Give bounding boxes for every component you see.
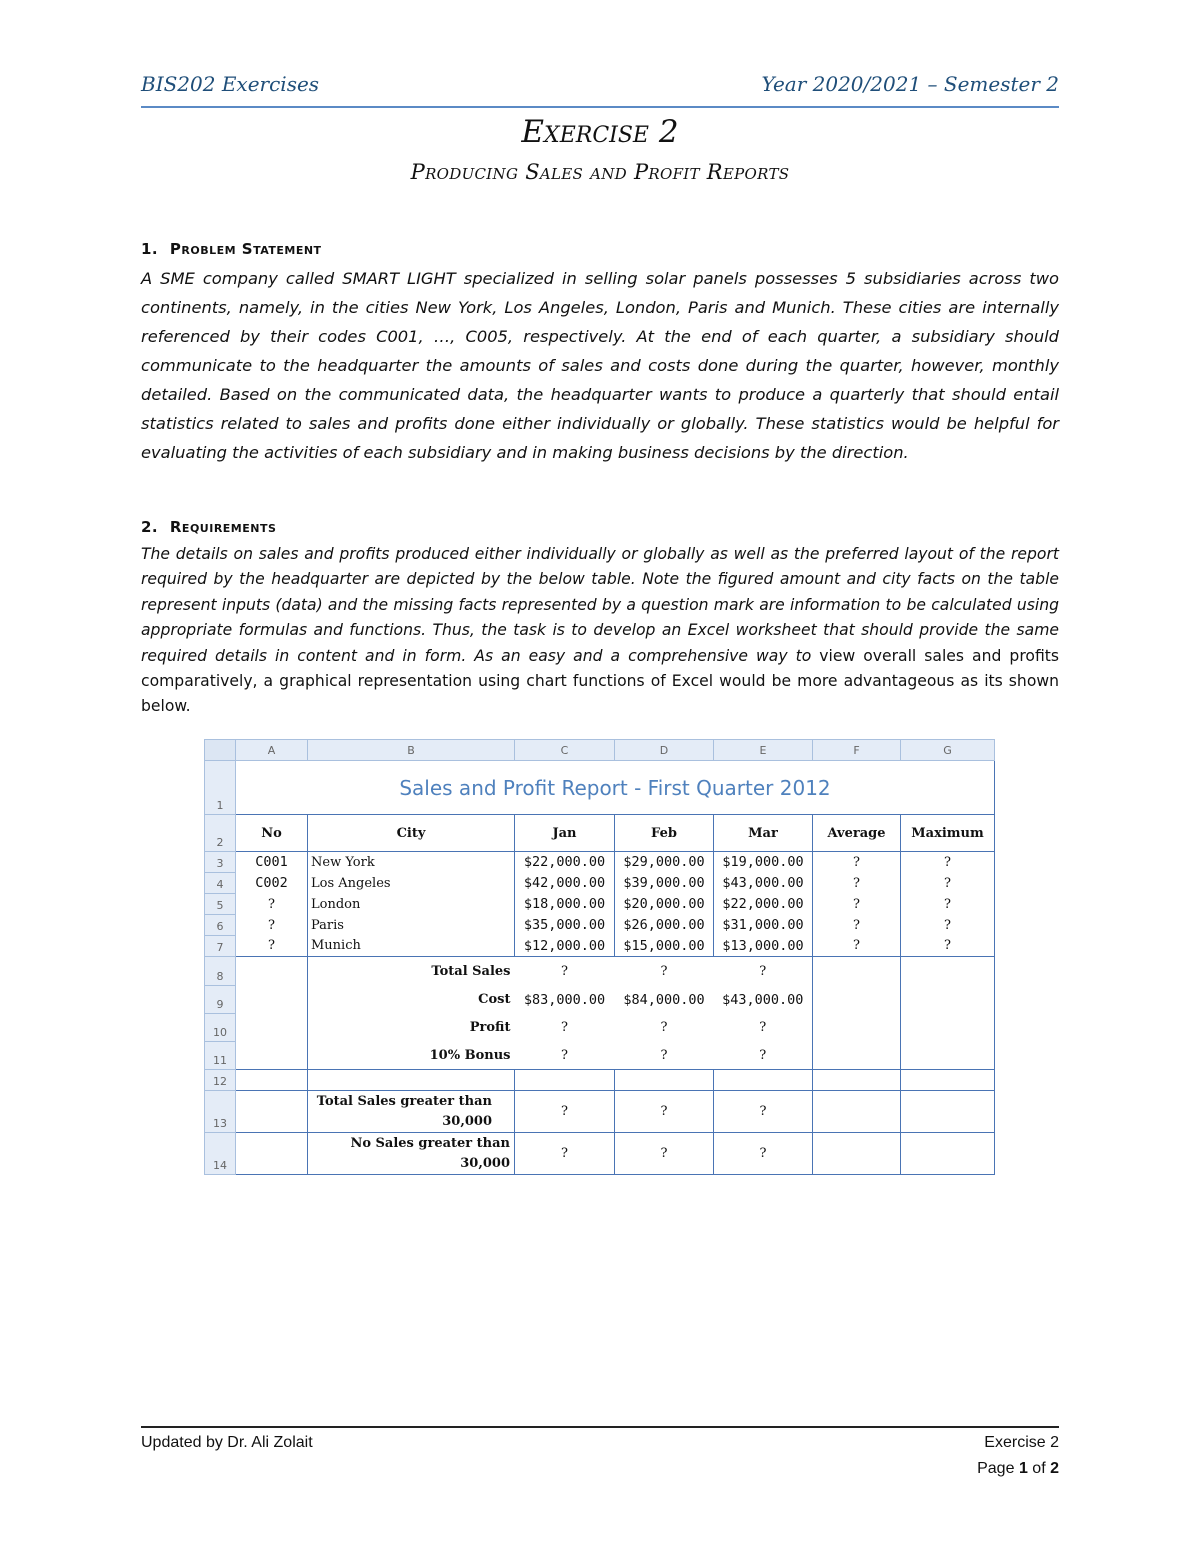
empty-cell — [813, 957, 901, 986]
row-header: 4 — [205, 873, 236, 894]
problem-statement-text: A SME company called SMART LIGHT specialized in selling solar panels possesses 5 subsidiaries across two continents, namely, in the cities New York, Los Angeles, London, Paris and Munich. These cities are internally referenced by their codes C001, …, C005, respectively. At the end of each quarter, a subsidiary should communicate to the headquarter the amounts of sales and costs done during the quarter, however, monthly detailed. Based on the communicated data, the headquarter wants to produce a quarterly that should entail statistics related to sales and profits done either individually or globally. These statistics would be helpful for evaluating the activities of each subsidiary and in making business decisions by the direction. — [141, 269, 1059, 462]
header-cell-feb: Feb — [615, 815, 714, 852]
feb-cell: $39,000.00 — [615, 873, 714, 894]
section-1-heading — [141, 240, 322, 258]
city-cell: Paris — [308, 915, 515, 936]
row-header: 9 — [205, 986, 236, 1014]
empty-cell — [901, 1014, 995, 1042]
requirements-text-upright: view overall sales and profits comparatively, a graphical representation using chart functions of Excel would be more advantageous as its shown below. — [141, 646, 1060, 716]
column-header: F — [813, 740, 901, 761]
empty-cell — [813, 1091, 901, 1133]
summary-row-total-sales — [205, 957, 995, 986]
mar-cell: $43,000.00 — [714, 873, 813, 894]
empty-cell — [901, 957, 995, 986]
empty-cell — [813, 1133, 901, 1175]
jan-cell: $22,000.00 — [515, 852, 615, 873]
footer-page-word: Page — [977, 1460, 1015, 1477]
empty-cell — [813, 1042, 901, 1070]
row-header: 8 — [205, 957, 236, 986]
feb-cell: ? — [660, 963, 668, 979]
code-cell: ? — [236, 915, 308, 936]
extra-label-line1: Total Sales greater than — [316, 1093, 492, 1109]
footer-divider — [141, 1426, 1059, 1428]
report-title-cell: Sales and Profit Report - First Quarter 2012 — [236, 761, 995, 815]
exercise-title-text: Exercise 2 — [521, 114, 679, 150]
row-header: 11 — [205, 1042, 236, 1070]
summary-label: Total Sales — [431, 963, 511, 979]
jan-cell: ? — [515, 1091, 615, 1133]
footer-page-total: 2 — [1050, 1460, 1059, 1477]
average-cell: ? — [813, 894, 901, 915]
summary-row-cost — [205, 986, 995, 1014]
jan-cell: ? — [561, 963, 568, 979]
empty-cell — [901, 1091, 995, 1133]
empty-cell — [236, 1091, 308, 1133]
empty-cell — [901, 1042, 995, 1070]
header-cell-city: City — [308, 815, 515, 852]
city-cell: New York — [308, 852, 515, 873]
feb-cell: ? — [660, 1020, 668, 1035]
exercise-subtitle — [0, 160, 1200, 184]
mar-cell: $22,000.00 — [714, 894, 813, 915]
summary-row-profit — [205, 1014, 995, 1042]
mar-cell: $19,000.00 — [714, 852, 813, 873]
data-row — [205, 915, 995, 936]
header-cell-maximum: Maximum — [901, 815, 995, 852]
spreadsheet-figure — [204, 739, 994, 1175]
jan-cell: ? — [561, 1020, 568, 1035]
extra-row-no-sales-gt — [205, 1133, 995, 1175]
jan-cell: $12,000.00 — [515, 936, 615, 957]
feb-cell: $29,000.00 — [615, 852, 714, 873]
footer-page-current: 1 — [1018, 1460, 1028, 1477]
code-cell: ? — [236, 936, 308, 957]
data-row — [205, 873, 995, 894]
maximum-cell: ? — [901, 894, 995, 915]
feb-cell: ? — [615, 1042, 714, 1070]
data-row — [205, 894, 995, 915]
empty-cell — [236, 1014, 308, 1042]
jan-cell: ? — [515, 1042, 615, 1070]
extra-label-line1: No Sales greater than — [350, 1135, 510, 1151]
data-row — [205, 936, 995, 957]
sheet-row-2 — [205, 815, 995, 852]
summary-label: Profit — [469, 1020, 511, 1035]
column-header: A — [236, 740, 308, 761]
maximum-cell: ? — [901, 936, 995, 957]
feb-cell: $15,000.00 — [615, 936, 714, 957]
extra-row-total-sales-gt — [205, 1091, 995, 1133]
maximum-cell: ? — [901, 873, 995, 894]
row-header: 3 — [205, 852, 236, 873]
header-cell-mar: Mar — [714, 815, 813, 852]
summary-label: 10% Bonus — [308, 1042, 515, 1070]
empty-cell — [308, 1070, 515, 1091]
feb-cell: $84,000.00 — [623, 991, 705, 1008]
city-cell: Los Angeles — [308, 873, 515, 894]
extra-label-line2: 30,000 — [442, 1113, 492, 1129]
column-header: D — [615, 740, 714, 761]
header-course: BIS202 Exercises — [141, 72, 320, 96]
select-all-corner — [205, 740, 236, 761]
row-header: 1 — [205, 761, 236, 815]
empty-cell — [813, 1070, 901, 1091]
empty-cell — [901, 1070, 995, 1091]
mar-cell: ? — [714, 1133, 813, 1175]
jan-cell: $18,000.00 — [515, 894, 615, 915]
row-header: 5 — [205, 894, 236, 915]
city-cell: London — [308, 894, 515, 915]
header-divider — [141, 106, 1059, 108]
jan-cell: ? — [515, 1133, 615, 1175]
page-header — [141, 72, 1059, 104]
jan-cell: $42,000.00 — [515, 873, 615, 894]
empty-cell — [515, 1070, 615, 1091]
column-header: C — [515, 740, 615, 761]
jan-cell: $83,000.00 — [523, 991, 606, 1008]
empty-cell — [813, 986, 901, 1014]
column-header: G — [901, 740, 995, 761]
extra-label — [308, 1133, 515, 1175]
column-header-row — [205, 740, 995, 761]
mar-cell: $31,000.00 — [714, 915, 813, 936]
spreadsheet-table — [204, 739, 995, 1175]
average-cell: ? — [813, 915, 901, 936]
exercise-title — [0, 114, 1200, 150]
row-header: 7 — [205, 936, 236, 957]
footer-page-number — [977, 1460, 1059, 1478]
section-2-number: 2. — [141, 518, 159, 536]
empty-cell — [714, 1070, 813, 1091]
header-cell-average: Average — [813, 815, 901, 852]
jan-cell: $35,000.00 — [515, 915, 615, 936]
average-cell: ? — [813, 852, 901, 873]
row-header: 12 — [205, 1070, 236, 1091]
requirements-text-italic: The details on sales and profits produced either individually or globally as well as the preferred layout of the report required by the headquarter are depicted by the below table. Note the figured amount and city facts on the table represent inputs (data) and the missing facts represented by a question mark are information to be calculated using appropriate formulas and functions. Thus, the task is to develop an Excel worksheet that should provide the same required details in content and in form. As an easy and a comprehensive way to — [141, 545, 1059, 665]
sheet-row-1 — [205, 761, 995, 815]
feb-cell: ? — [615, 1133, 714, 1175]
mar-cell: ? — [714, 1091, 813, 1133]
extra-label-line2: 30,000 — [460, 1155, 510, 1171]
mar-cell: $43,000.00 — [714, 986, 813, 1014]
summary-label: Cost — [478, 992, 511, 1007]
city-cell: Munich — [308, 936, 515, 957]
mar-cell: ? — [714, 1014, 813, 1042]
footer-author: Updated by Dr. Ali Zolait — [141, 1434, 313, 1451]
section-1-number: 1. — [141, 240, 159, 258]
average-cell: ? — [813, 936, 901, 957]
average-cell: ? — [813, 873, 901, 894]
mar-cell: ? — [714, 957, 813, 986]
code-cell: ? — [236, 894, 308, 915]
empty-cell — [236, 986, 308, 1014]
section-1-title: Problem Statement — [169, 240, 322, 258]
feb-cell: $26,000.00 — [615, 915, 714, 936]
feb-cell: $20,000.00 — [615, 894, 714, 915]
sheet-row-12 — [205, 1070, 995, 1091]
empty-cell — [615, 1070, 714, 1091]
header-cell-no: No — [236, 815, 308, 852]
column-header: B — [308, 740, 515, 761]
row-header: 10 — [205, 1014, 236, 1042]
header-term: Year 2020/2021 – Semester 2 — [761, 72, 1059, 96]
section-2-heading — [141, 518, 276, 536]
section-2-title: Requirements — [169, 518, 277, 536]
empty-cell — [236, 1042, 308, 1070]
row-header: 2 — [205, 815, 236, 852]
row-header: 6 — [205, 915, 236, 936]
empty-cell — [901, 1133, 995, 1175]
maximum-cell: ? — [901, 915, 995, 936]
empty-cell — [236, 1070, 308, 1091]
feb-cell: ? — [615, 1091, 714, 1133]
column-header: E — [714, 740, 813, 761]
mar-cell: $13,000.00 — [714, 936, 813, 957]
exercise-subtitle-text: Producing Sales and Profit Reports — [410, 160, 790, 184]
header-cell-jan: Jan — [515, 815, 615, 852]
footer-exercise: Exercise 2 — [984, 1434, 1059, 1451]
data-row — [205, 852, 995, 873]
empty-cell — [236, 957, 308, 986]
mar-cell: ? — [714, 1042, 813, 1070]
footer-of-word: of — [1032, 1460, 1046, 1477]
row-header: 13 — [205, 1091, 236, 1133]
empty-cell — [813, 1014, 901, 1042]
summary-row-bonus — [205, 1042, 995, 1070]
requirements-text — [141, 542, 1059, 720]
empty-cell — [901, 986, 995, 1014]
maximum-cell: ? — [901, 852, 995, 873]
extra-label — [308, 1091, 515, 1133]
code-cell: C002 — [236, 873, 308, 894]
empty-cell — [236, 1133, 308, 1175]
row-header: 14 — [205, 1133, 236, 1175]
code-cell: C001 — [236, 852, 308, 873]
